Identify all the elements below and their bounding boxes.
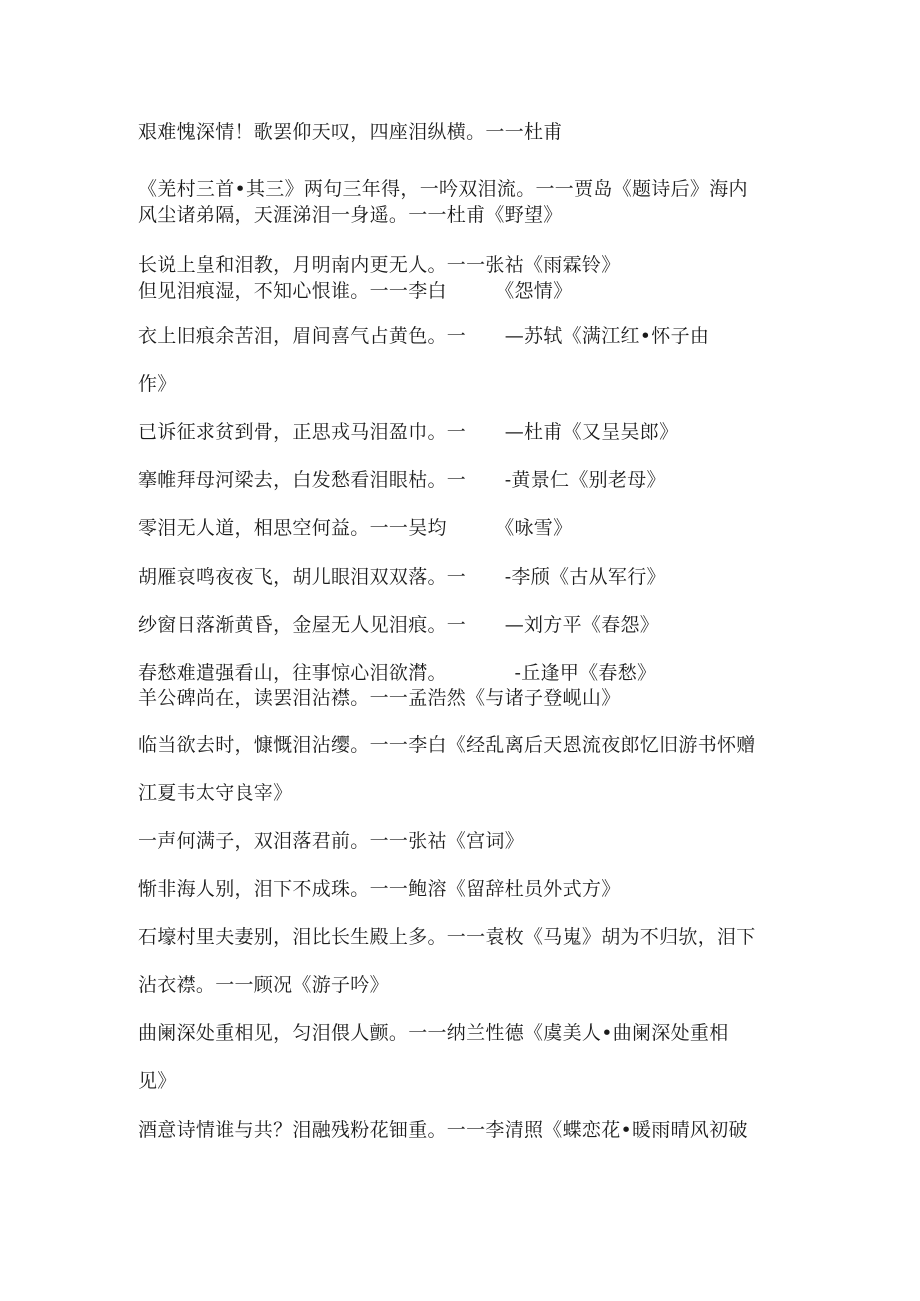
text-line: 衣上旧痕余苦泪，眉间喜气占黄色。一 —苏轼《满江红•怀子由 — [138, 325, 710, 347]
text-line: 《羌村三首•其三》两句三年得，一吟双泪流。一一贾岛《题诗后》海内 — [138, 178, 748, 200]
text-line: 纱窗日落渐黄昏，金屋无人见泪痕。一 —刘方平《春怨》 — [138, 614, 660, 636]
text-line: 已诉征求贫到骨，正思戎马泪盈巾。一 —杜甫《又呈吴郎》 — [138, 421, 679, 443]
text-line: 搴帷拜母河梁去，白发愁看泪眼枯。一 -黄景仁《别老母》 — [138, 469, 666, 491]
text-line: 石壕村里夫妻别，泪比长生殿上多。一一袁枚《马嵬》胡为不归欤，泪下 — [138, 926, 756, 948]
text-line: 羊公碑尚在，读罢泪沾襟。一一孟浩然《与诸子登岘山》 — [138, 687, 621, 709]
text-line: 但见泪痕湿，不知心恨谁。一一李白 《怨情》 — [138, 280, 573, 302]
text-line: 风尘诸弟隔，天涯涕泪一身遥。一一杜甫《野望》 — [138, 204, 563, 226]
text-line: 胡雁哀鸣夜夜飞，胡儿眼泪双双落。一 -李颀《古从军行》 — [138, 566, 666, 588]
text-line: 江夏韦太守良宰》 — [138, 782, 293, 804]
text-line: 曲阑深处重相见，匀泪偎人颤。一一纳兰性德《虞美人•曲阑深处重相 — [138, 1022, 729, 1044]
text-line: 沾衣襟。一一顾况《游子吟》 — [138, 974, 389, 996]
text-line: 春愁难遣强看山，往事惊心泪欲潸。 -丘逢甲《春愁》 — [138, 662, 657, 684]
text-line: 作》 — [138, 373, 177, 395]
text-line: 艰难愧深情！歌罢仰天叹，四座泪纵横。一一杜甫 — [138, 121, 563, 143]
text-line: 长说上皇和泪教，月明南内更无人。一一张祜《雨霖铃》 — [138, 254, 621, 276]
text-line: 酒意诗情谁与共？泪融残粉花钿重。一一李清照《蝶恋花•暖雨晴风初破 — [138, 1119, 748, 1141]
text-line: 见》 — [138, 1070, 177, 1092]
text-line: 惭非海人别，泪下不成珠。一一鲍溶《留辞杜员外式方》 — [138, 878, 621, 900]
text-line: 临当欲去时，慷慨泪沾缨。一一李白《经乱离后天恩流夜郎忆旧游书怀赠 — [138, 734, 756, 756]
text-line: 一声何满子，双泪落君前。一一张祜《宫词》 — [138, 830, 525, 852]
text-line: 零泪无人道，相思空何益。一一吴均 《咏雪》 — [138, 517, 573, 539]
